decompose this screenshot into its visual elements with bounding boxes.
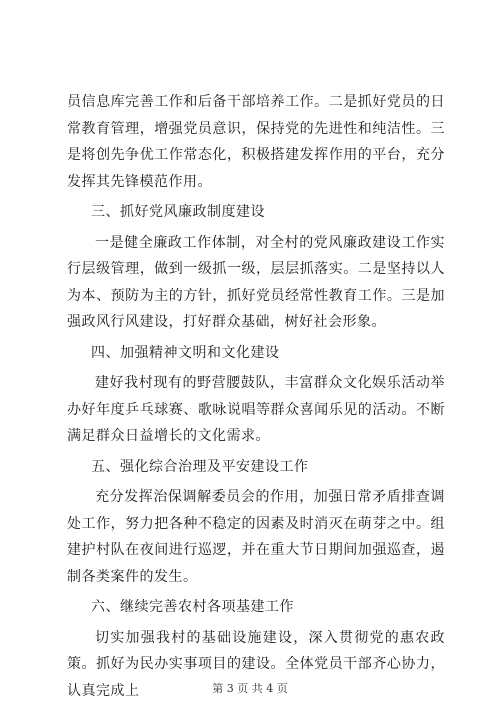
section-heading-integrity: 三、抓好党风廉政制度建设 (91, 204, 265, 220)
page-number-footer: 第 3 页 共 4 页 (212, 682, 288, 695)
section-heading-safety: 五、强化综合治理及平安建设工作 (91, 458, 309, 475)
section-heading-culture: 四、加强精神文明和文化建设 (91, 344, 280, 361)
document-body (67, 89, 445, 704)
paragraph-party-member-info: 员信息库完善工作和后备干部培养工作。二是抓好党员的日常教育管理，增强党员意识，保持党的先进性和纯洁性。三是将创先争优工作常态化，积极搭建发挥作用的平台，充分发挥其先锋模范作用。 (67, 94, 445, 190)
paragraph-culture: 建好我村现有的野营腰鼓队，丰富群众文化娱乐活动举办好年度乒乓球赛、歌咏说唱等群众喜闻乐见的活动。不断满足群众日益增长的文化需求。 (67, 375, 445, 444)
paragraph-integrity: 一是健全廉政工作体制，对全村的党风廉政建设工作实行层级管理，做到一级抓一级，层层抓落实。二是坚持以人为本、预防为主的方针，抓好党员经常性教育工作。三是加强政风行风建设，打好群众基础，树好社会形象。 (67, 234, 445, 330)
section-heading-infrastructure: 六、继续完善农村各项基建工作 (91, 599, 294, 615)
paragraph-infrastructure: 切实加强我村的基础设施建设，深入贯彻党的惠农政策。抓好为民办实事项目的建设。全体党员干部齐心协力，认真完成上 (67, 629, 445, 699)
paragraph-safety: 充分发挥治保调解委员会的作用，加强日常矛盾排查调处工作，努力把各种不稳定的因素及时消灭在萌芽之中。组建护村队在夜间进行巡逻，并在重大节日期间加强巡查，遏制各类案件的发生。 (67, 489, 445, 585)
